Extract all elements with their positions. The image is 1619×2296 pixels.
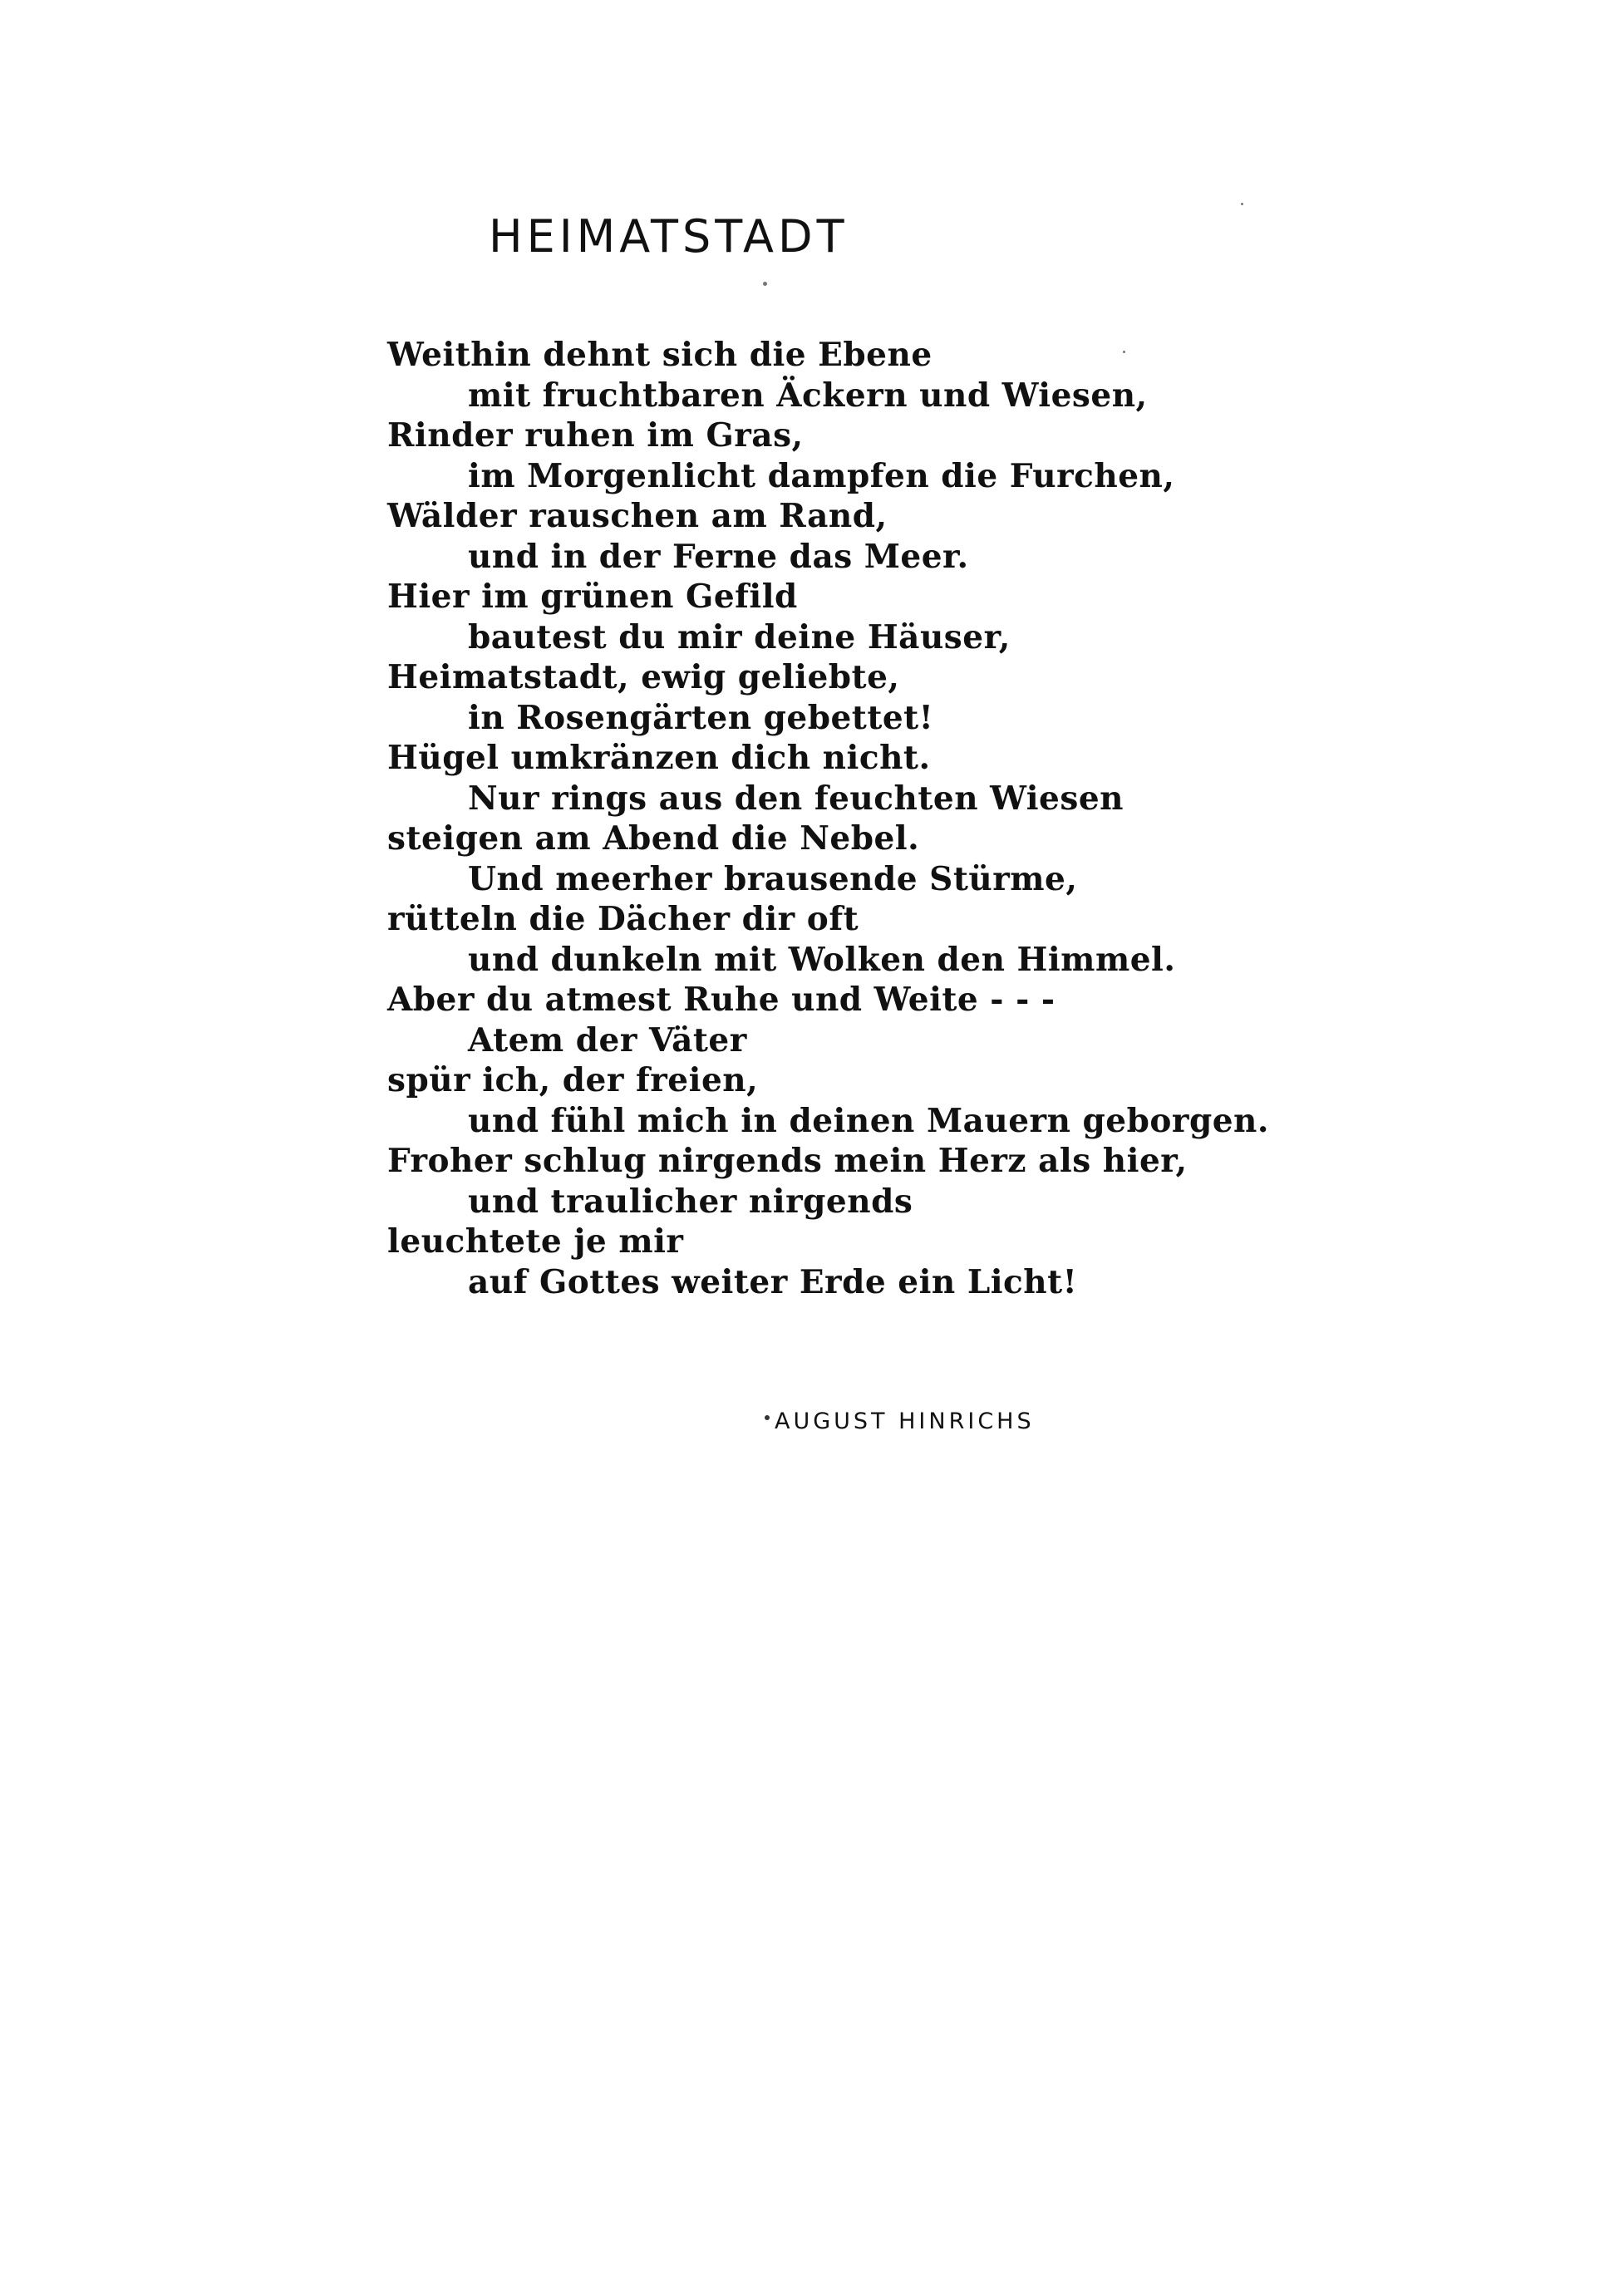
bullet-dot [765,1415,770,1420]
print-speck [1241,203,1243,205]
poem-line: Heimatstadt, ewig geliebte, [387,658,900,696]
poem-line: bautest du mir deine Häuser, [468,617,1011,656]
poem-line: Rinder ruhen im Gras, [387,416,804,455]
poem-line: mit fruchtbaren Äckern und Wiesen, [468,376,1148,415]
print-speck [1123,351,1125,353]
poem-line: Nur rings aus den feuchten Wiesen [468,779,1124,818]
poem-line: leuchtete je mir [387,1222,684,1261]
poem-line: Aber du atmest Ruhe und Weite - - - [387,981,1056,1019]
poem-line: Hügel umkränzen dich nicht. [387,739,931,777]
poem-line: in Rosengärten gebettet! [468,698,934,737]
poem-line: Weithin dehnt sich die Ebene [387,336,933,374]
author-name: AUGUST HINRICHS [775,1409,1035,1434]
poem-title: HEIMATSTADT [489,210,849,263]
poem-line: Wälder rauschen am Rand, [387,497,888,535]
poem-line: auf Gottes weiter Erde ein Licht! [468,1262,1078,1301]
poem-line: Hier im grünen Gefild [387,578,798,616]
print-speck [763,282,767,286]
author-signature [765,1409,1035,1434]
poem-line: Und meerher brausende Stürme, [468,859,1078,898]
poem-line: Froher schlug nirgends mein Herz als hier, [387,1142,1188,1180]
poem-line: und dunkeln mit Wolken den Himmel. [468,940,1176,979]
poem-line: spür ich, der freien, [387,1061,759,1099]
poem-body [387,335,1551,1302]
poem-line: und traulicher nirgends [468,1182,913,1221]
poem-line: und fühl mich in deinen Mauern geborgen. [468,1101,1269,1140]
poem-line: im Morgenlicht dampfen die Furchen, [468,456,1175,495]
poem-line: Atem der Väter [468,1020,747,1060]
poem-line: steigen am Abend die Nebel. [387,819,920,858]
poem-line: rütteln die Dächer dir oft [387,900,859,938]
poem-line: und in der Ferne das Meer. [468,537,969,576]
